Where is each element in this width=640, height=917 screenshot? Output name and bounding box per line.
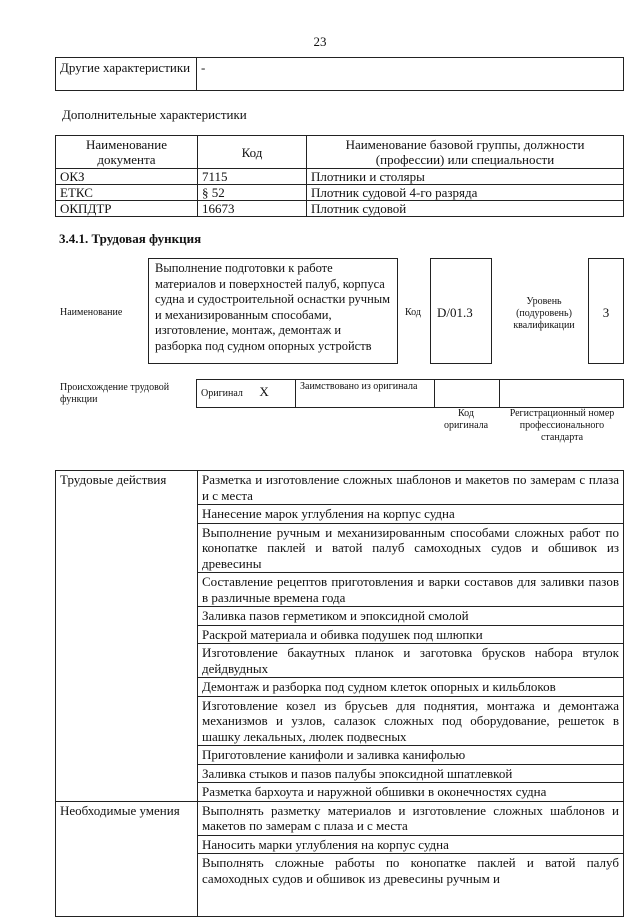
action-item: Изготовление козел из брусьев для поднятия, монтажа и демонтажа механизмов и узлов, салазок сложных под оборудование, решеток в шашку лекальных, люлек подвесных: [198, 696, 624, 746]
action-item: Заливка пазов герметиком и эпоксидной смолой: [198, 607, 624, 626]
table-row: [56, 169, 624, 185]
function-name-box: [148, 258, 398, 364]
action-item: Изготовление бакаутных планок и заготовка брусков набора втулок дейдвудных: [198, 644, 624, 678]
original-mark: X: [259, 384, 269, 399]
code-value: D/01.3: [437, 305, 473, 320]
action-item: Разметка бархоута и наружной обшивки в оконечностях судна: [198, 783, 624, 802]
borrowed-label: Заимствовано из оригинала: [300, 381, 418, 392]
row-code: 7115: [198, 169, 307, 185]
row-doc: ОКПДТР: [56, 201, 198, 217]
borrowed-cell: [296, 380, 435, 408]
action-item: Разметка и изготовление сложных шаблонов и макетов по замерам с плаза и с места: [198, 471, 624, 505]
table-row: [56, 185, 624, 201]
other-characteristics-value: -: [197, 58, 624, 91]
code-label: Код: [405, 307, 421, 318]
action-item: Составление рецептов приготовления и варки составов для заливки пазов в различные времена года: [198, 573, 624, 607]
origin-label: Происхождение трудовой функции: [60, 382, 170, 405]
skill-item: Наносить марки углубления на корпус судна: [198, 835, 624, 854]
code-original-caption: Код оригинала: [443, 408, 489, 431]
original-code-cell: [435, 380, 500, 408]
other-characteristics-label: Другие характеристики: [56, 58, 197, 91]
col-header-document: Наименование документа: [56, 136, 198, 169]
row-code: 16673: [198, 201, 307, 217]
additional-characteristics-title: Дополнительные характеристики: [62, 107, 247, 122]
skill-item: Выполнять разметку материалов и изготовление сложных шаблонов и макетов по замерам с плаза и с места: [198, 801, 624, 835]
additional-characteristics-table: [55, 135, 624, 217]
main-table: [55, 470, 624, 917]
row-group: Плотник судовой 4-го разряда: [307, 185, 624, 201]
table-row: [56, 201, 624, 217]
skills-label: Необходимые умения: [56, 801, 198, 917]
other-characteristics-table: [55, 57, 624, 91]
reg-number-cell: [500, 380, 624, 408]
action-item: Приготовление канифоли и заливка канифолью: [198, 746, 624, 765]
original-cell: [197, 380, 296, 408]
col-header-code: Код: [198, 136, 307, 169]
level-box: [588, 258, 624, 364]
row-group: Плотник судовой: [307, 201, 624, 217]
row-doc: ЕТКС: [56, 185, 198, 201]
code-box: [430, 258, 492, 364]
row-group: Плотники и столяры: [307, 169, 624, 185]
level-value: 3: [602, 305, 610, 320]
action-item: Демонтаж и разборка под судном клеток опорных и кильблоков: [198, 678, 624, 697]
action-item: Выполнение ручным и механизированным способами сложных работ по конопатке паклей и ватой палуб самоходных судов и обшивок из древесины: [198, 523, 624, 573]
name-label: Наименование: [60, 307, 123, 318]
action-item: Раскрой материала и обивка подушек под шлюпки: [198, 625, 624, 644]
skill-item: Выполнять сложные работы по конопатке паклей и ватой палуб самоходных судов и обшивок из древесины ручным и: [198, 854, 624, 917]
action-item: Заливка стыков и пазов палубы эпоксидной шпатлевкой: [198, 764, 624, 783]
row-code: § 52: [198, 185, 307, 201]
col-header-group-name: Наименование базовой группы, должности (профессии) или специальности: [307, 136, 624, 169]
section-title: 3.4.1. Трудовая функция: [59, 231, 202, 246]
original-label: Оригинал: [201, 388, 243, 399]
function-name-value: Выполнение подготовки к работе материалов и поверхностей палуб, корпуса судна и судостроительной оснастки ручным и механизированным способами, изготовление, монтаж, демонтаж и разборка под судном опорных устройств: [155, 261, 391, 353]
action-item: Нанесение марок углубления на корпус судна: [198, 505, 624, 524]
origin-table: [196, 379, 624, 408]
reg-number-caption: Регистрационный номер профессионального стандарта: [509, 408, 615, 443]
level-label: Уровень (подуровень) квалификации: [513, 296, 575, 331]
actions-label: Трудовые действия: [56, 471, 198, 802]
row-doc: ОКЗ: [56, 169, 198, 185]
page-number: 23: [313, 34, 327, 49]
